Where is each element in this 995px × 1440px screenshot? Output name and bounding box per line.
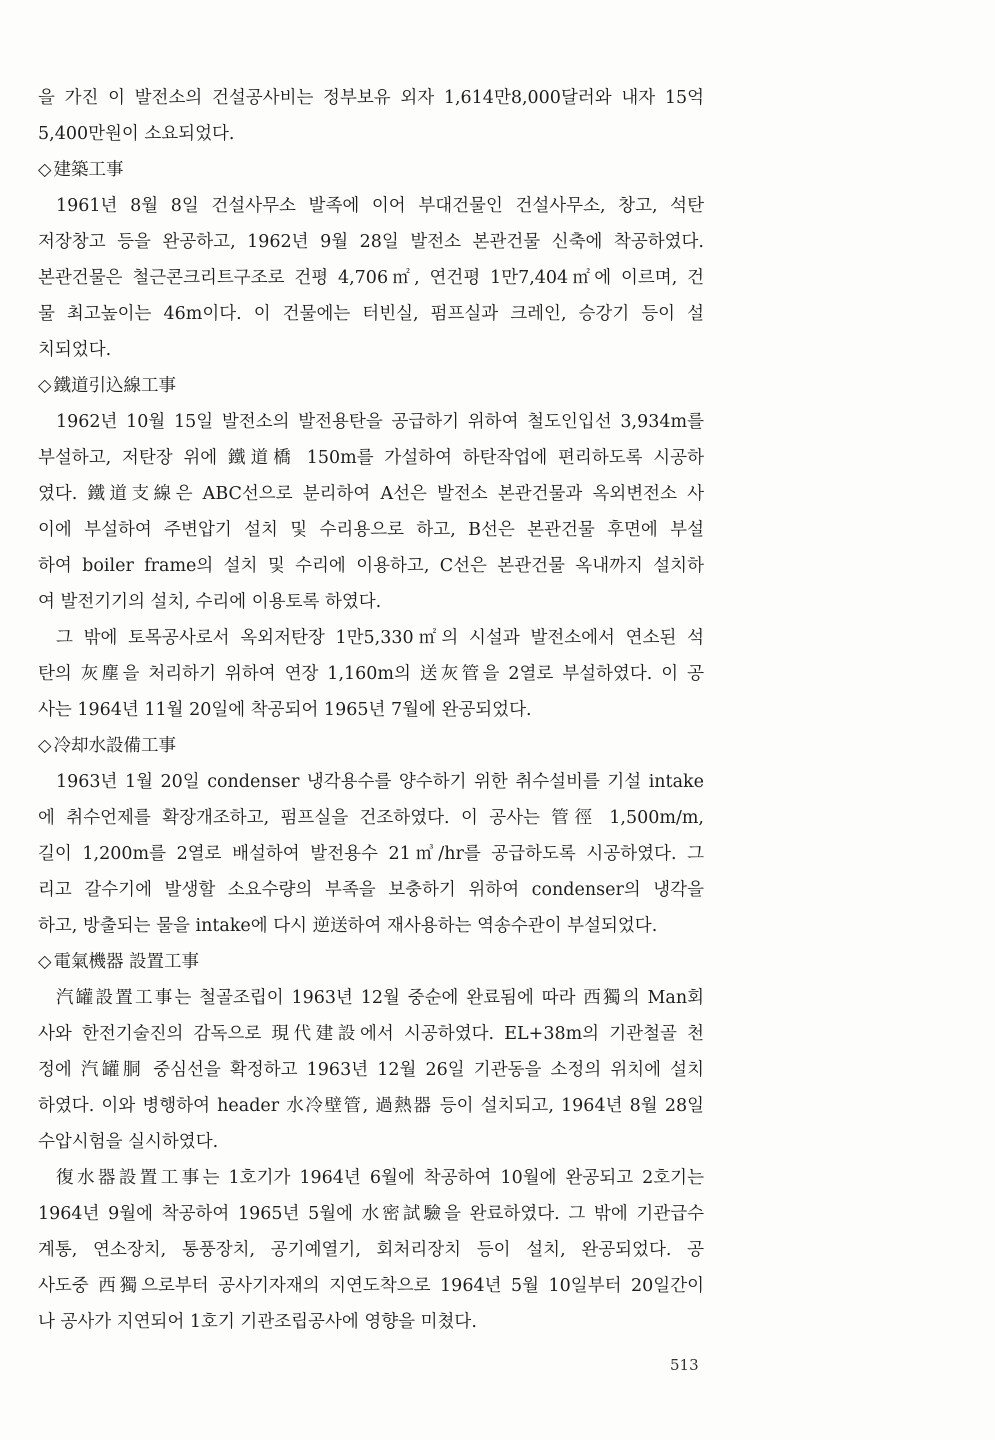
text-line: 에 취수언제를 확장개조하고, 펌프실을 건조하였다. 이 공사는 管徑 1,500m/m, [38,808,704,828]
text-line: 본관건물은 철근콘크리트구조로 건평 4,706㎡, 연건평 1만7,404㎡에 이르며, 건 [38,268,704,288]
section [38,368,704,728]
text-line: 탄의 灰塵을 처리하기 위하여 연장 1,160m의 送灰管을 2열로 부설하였다. 이 공 [38,664,704,684]
text-line: 1961년 8월 8일 건설사무소 발족에 이어 부대건물인 건설사무소, 창고, 석탄 [56,196,704,216]
text-line: 물 최고높이는 46m이다. 이 건물에는 터빈실, 펌프실과 크레인, 승강기 등이 설 [38,304,704,324]
text-line: 사는 1964년 11월 20일에 착공되어 1965년 7월에 완공되었다. [38,700,532,720]
paragraph [38,80,704,152]
text-line: 정에 汽罐胴 중심선을 확정하고 1963년 12월 26일 기관동을 소정의 위치에 설치 [38,1060,704,1080]
section-heading [38,944,704,980]
text-line: 하여 boiler frame의 설치 및 수리에 이용하고, C선은 본관건물 옥내까지 설치하 [38,556,704,576]
text-line: 하고, 방출되는 물을 intake에 다시 逆送하여 재사용하는 역송수관이 부설되었다. [38,916,658,936]
section-heading-text: 電氣機器 設置工事 [53,952,200,972]
section [38,944,704,1340]
diamond-bullet-icon: ◇ [38,160,52,180]
paragraph [38,1160,704,1340]
text-line: 여 발전기기의 설치, 수리에 이용토록 하였다. [38,592,382,612]
text-line: 5,400만원이 소요되었다. [38,124,235,144]
text-line: 치되었다. [38,340,112,360]
text-line: 1964년 9월에 착공하여 1965년 5월에 水密試驗을 완료하였다. 그 밖에 기관급수 [38,1204,704,1224]
text-line: 저장창고 등을 완공하고, 1962년 9월 28일 발전소 본관건물 신축에 착공하였다. [38,232,704,252]
text-line: 수압시험을 실시하였다. [38,1132,219,1152]
text-line: 나 공사가 지연되어 1호기 기관조립공사에 영향을 미쳤다. [38,1312,477,1332]
text-line: 길이 1,200m를 2열로 배설하여 발전용수 21㎥/hr를 공급하도록 시공하였다. 그 [38,844,704,864]
section-heading [38,368,704,404]
text-line: 復水器設置工事는 1호기가 1964년 6월에 착공하여 10월에 완공되고 2호기는 [56,1168,704,1188]
body-text [38,80,704,1340]
text-line: 계통, 연소장치, 통풍장치, 공기예열기, 회처리장치 등이 설치, 완공되었다. 공 [38,1240,704,1260]
diamond-bullet-icon: ◇ [38,736,52,756]
text-line: 汽罐設置工事는 철골조립이 1963년 12월 중순에 완료됨에 따라 西獨의 Man회 [56,988,704,1008]
section-heading [38,152,704,188]
section [38,728,704,944]
text-line: 을 가진 이 발전소의 건설공사비는 정부보유 외자 1,614만8,000달러와 내자 15억 [38,88,704,108]
diamond-bullet-icon: ◇ [38,376,52,396]
text-line: 였다. 鐵道支線은 ABC선으로 분리하여 A선은 발전소 본관건물과 옥외변전소 사 [38,484,704,504]
section [38,152,704,368]
page-number: 513 [670,1356,699,1374]
text-line: 이에 부설하여 주변압기 설치 및 수리용으로 하고, B선은 본관건물 후면에 부설 [38,520,704,540]
section-heading-text: 鐵道引込線工事 [53,376,176,396]
text-line: 1962년 10월 15일 발전소의 발전용탄을 공급하기 위하여 철도인입선 3,934m를 [56,412,704,432]
section-heading-text: 冷却水設備工事 [53,736,176,756]
text-line: 1963년 1월 20일 condenser 냉각용수를 양수하기 위한 취수설비를 기설 intake [56,772,704,792]
section [38,80,704,152]
text-line: 하였다. 이와 병행하여 header 水冷壁管, 過熱器 등이 설치되고, 1964년 8월 28일 [38,1096,704,1116]
paragraph [38,188,704,368]
paragraph [38,620,704,728]
paragraph [38,764,704,944]
text-line: 그 밖에 토목공사로서 옥외저탄장 1만5,330㎡의 시설과 발전소에서 연소된 석 [56,628,704,648]
paragraph [38,980,704,1160]
text-line: 사도중 西獨으로부터 공사기자재의 지연도착으로 1964년 5월 10일부터 20일간이 [38,1276,704,1296]
section-heading-text: 建築工事 [53,160,124,180]
section-heading [38,728,704,764]
text-line: 부설하고, 저탄장 위에 鐵道橋 150m를 가설하여 하탄작업에 편리하도록 시공하 [38,448,704,468]
paragraph [38,404,704,620]
text-line: 사와 한전기술진의 감독으로 現代建設에서 시공하였다. EL+38m의 기관철골 천 [38,1024,704,1044]
text-line: 리고 갈수기에 발생할 소요수량의 부족을 보충하기 위하여 condenser의 냉각을 [38,880,704,900]
diamond-bullet-icon: ◇ [38,952,52,972]
